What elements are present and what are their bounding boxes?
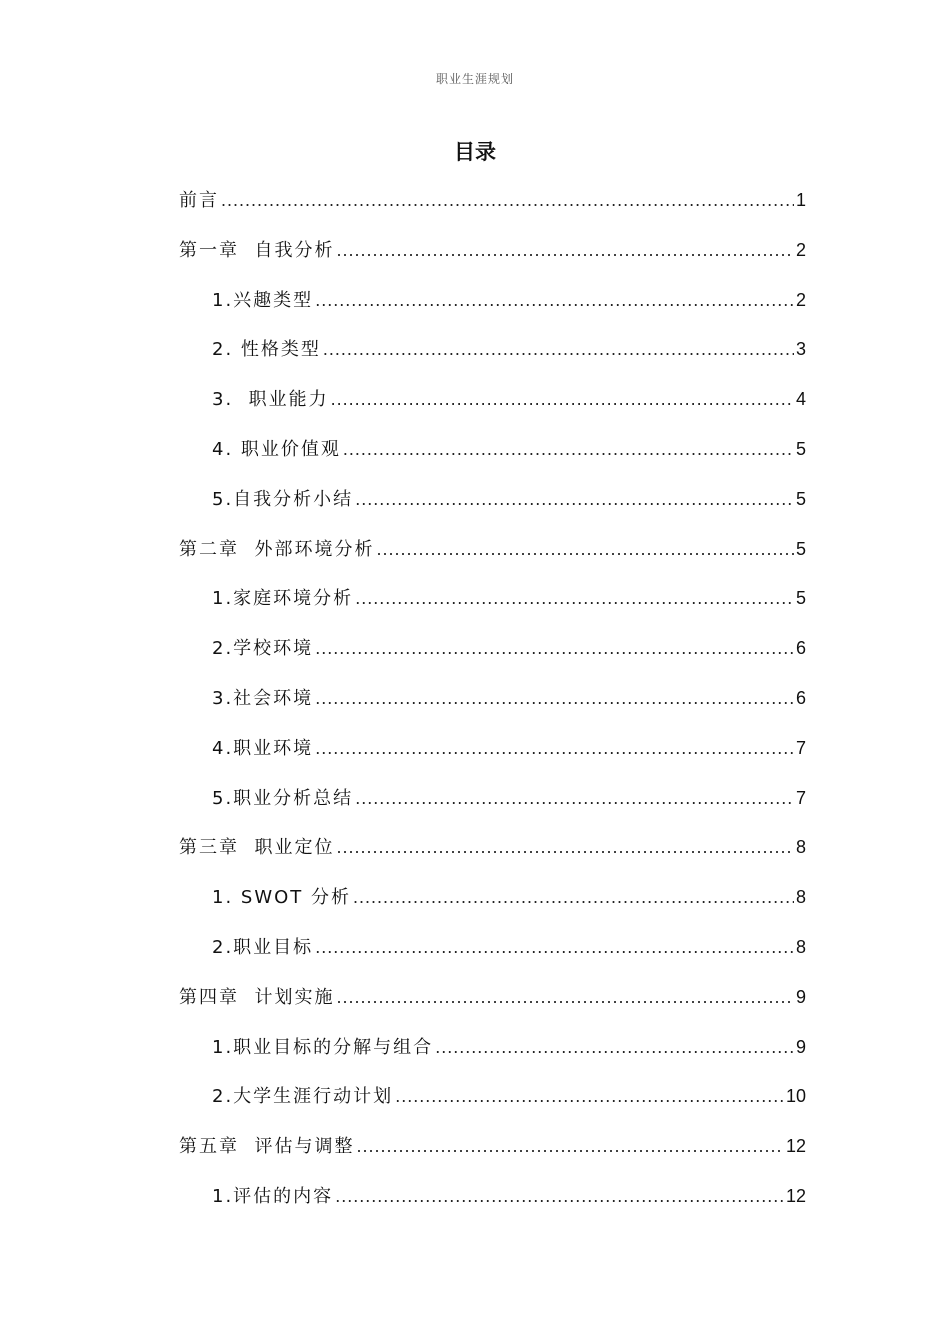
table-of-contents (179, 186, 806, 1232)
toc-page-number: 8 (795, 887, 806, 908)
toc-dot-leader (336, 236, 794, 264)
toc-entry-4-1[interactable] (179, 1033, 806, 1083)
toc-entry-label: 5.职业分析总结 (212, 787, 354, 809)
toc-entry-label: 3. 职业能力 (212, 389, 329, 411)
toc-page-number: 9 (795, 1036, 806, 1057)
toc-entry-label: 1.职业目标的分解与组合 (212, 1036, 434, 1058)
toc-entry-label: 1.评估的内容 (212, 1185, 334, 1207)
toc-entry-1-4[interactable] (179, 435, 806, 485)
toc-entry-label: 前言 (179, 190, 219, 211)
toc-entry-3-1[interactable] (179, 883, 806, 933)
toc-dot-leader (395, 1082, 784, 1110)
toc-dot-leader (356, 1132, 784, 1160)
toc-dot-leader (315, 684, 794, 712)
toc-entry-label: 第五章 评估与调整 (179, 1136, 355, 1158)
toc-page-number: 8 (795, 936, 806, 957)
toc-page-number: 1 (795, 190, 806, 210)
toc-dot-leader (221, 186, 794, 214)
toc-entry-label: 2.学校环境 (212, 638, 314, 660)
toc-dot-leader (335, 1182, 784, 1210)
toc-page-number: 5 (795, 588, 806, 609)
toc-page-number: 2 (795, 239, 806, 260)
toc-dot-leader (315, 933, 794, 961)
toc-dot-leader (355, 584, 794, 612)
toc-entry-1-5[interactable] (179, 485, 806, 535)
toc-entry-1-1[interactable] (179, 286, 806, 336)
toc-page-number: 3 (795, 339, 806, 360)
toc-dot-leader (355, 784, 794, 812)
toc-entry-1-3[interactable] (179, 385, 806, 435)
toc-dot-leader (336, 833, 794, 861)
toc-dot-leader (355, 485, 794, 513)
toc-entry-label: 1. SWOT 分析 (212, 887, 352, 909)
toc-page-number: 7 (795, 737, 806, 758)
toc-entry-label: 1.家庭环境分析 (212, 588, 354, 610)
toc-entry-chapter-3[interactable] (179, 833, 806, 883)
toc-entry-2-3[interactable] (179, 684, 806, 734)
toc-entry-label: 第四章 计划实施 (179, 986, 335, 1008)
toc-dot-leader (336, 983, 794, 1011)
toc-page-number: 12 (785, 1185, 806, 1206)
toc-entry-label: 第一章 自我分析 (179, 239, 335, 261)
toc-dot-leader (315, 734, 794, 762)
toc-page-number: 9 (795, 986, 806, 1007)
toc-entry-label: 4. 职业价值观 (212, 438, 341, 460)
toc-dot-leader (331, 385, 794, 413)
toc-entry-label: 2.大学生涯行动计划 (212, 1086, 394, 1108)
toc-page-number: 12 (785, 1136, 806, 1157)
toc-page-number: 5 (795, 488, 806, 509)
toc-entry-chapter-1[interactable] (179, 236, 806, 286)
toc-page-number: 2 (795, 289, 806, 310)
toc-entry-chapter-5[interactable] (179, 1132, 806, 1182)
toc-entry-4-2[interactable] (179, 1082, 806, 1132)
toc-entry-preface[interactable] (179, 186, 806, 236)
toc-entry-label: 2. 性格类型 (212, 339, 321, 361)
toc-dot-leader (353, 883, 794, 911)
toc-entry-label: 4.职业环境 (212, 737, 314, 759)
toc-page-number: 10 (785, 1086, 806, 1107)
toc-entry-chapter-2[interactable] (179, 535, 806, 585)
toc-dot-leader (315, 634, 794, 662)
toc-page-number: 8 (795, 837, 806, 858)
toc-title: 目录 (454, 140, 496, 164)
toc-entry-chapter-4[interactable] (179, 983, 806, 1033)
toc-entry-5-1[interactable] (179, 1182, 806, 1232)
toc-page-number: 4 (795, 389, 806, 410)
toc-entry-label: 第三章 职业定位 (179, 837, 335, 859)
toc-entry-2-4[interactable] (179, 734, 806, 784)
toc-page-number: 5 (795, 438, 806, 459)
toc-dot-leader (315, 286, 794, 314)
toc-entry-label: 3.社会环境 (212, 687, 314, 709)
toc-entry-2-2[interactable] (179, 634, 806, 684)
toc-page-number: 6 (795, 638, 806, 659)
toc-entry-label: 1.兴趣类型 (212, 289, 314, 311)
toc-entry-1-2[interactable] (179, 335, 806, 385)
toc-entry-label: 2.职业目标 (212, 936, 314, 958)
toc-dot-leader (323, 335, 794, 363)
toc-entry-2-1[interactable] (179, 584, 806, 634)
toc-dot-leader (376, 535, 794, 563)
toc-page-number: 5 (795, 538, 806, 559)
toc-dot-leader (435, 1033, 794, 1061)
toc-entry-label: 5.自我分析小结 (212, 488, 354, 510)
running-header: 职业生涯规划 (435, 72, 514, 86)
toc-entry-3-2[interactable] (179, 933, 806, 983)
toc-page-number: 6 (795, 687, 806, 708)
toc-dot-leader (343, 435, 794, 463)
toc-entry-2-5[interactable] (179, 784, 806, 834)
toc-page-number: 7 (795, 787, 806, 808)
toc-entry-label: 第二章 外部环境分析 (179, 538, 375, 560)
